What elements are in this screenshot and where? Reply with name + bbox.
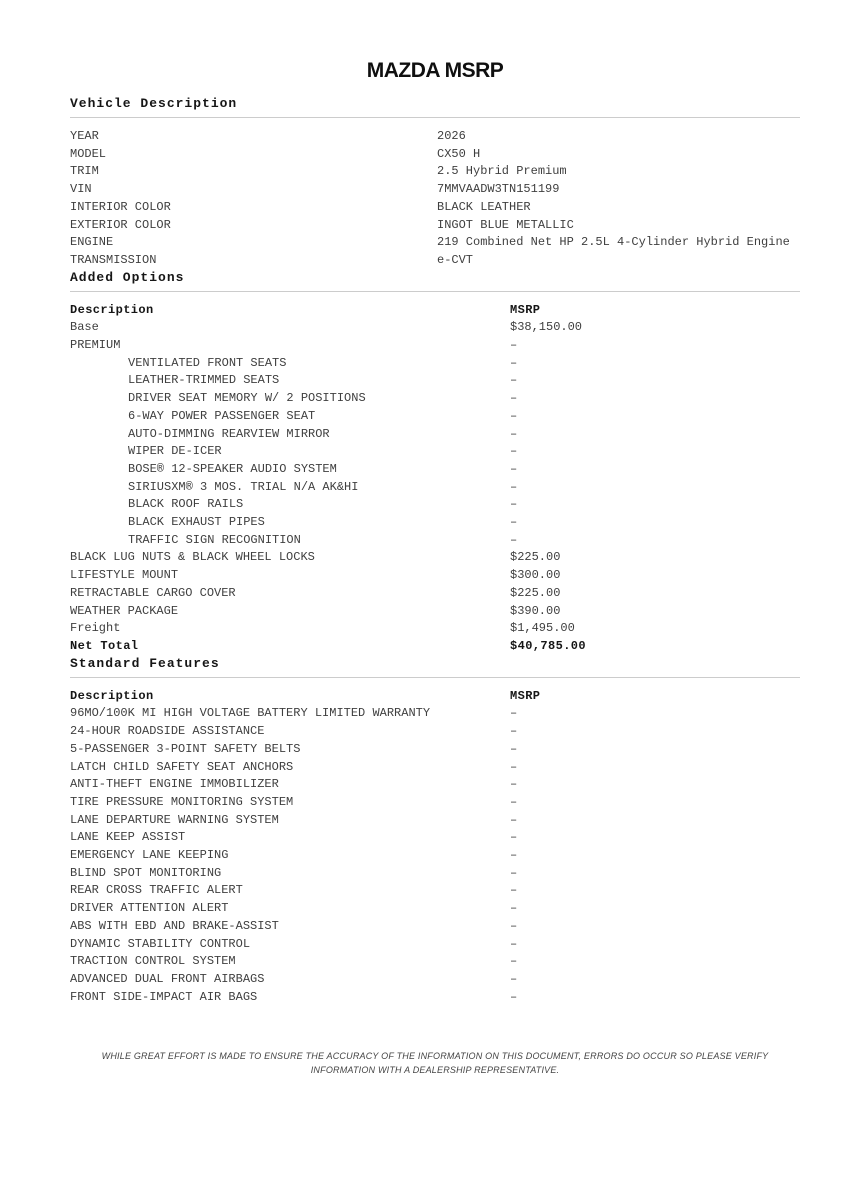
field-value: e-CVT	[437, 252, 474, 267]
option-row	[70, 443, 800, 461]
feature-msrp: –	[510, 989, 518, 1004]
option-msrp: $225.00	[510, 550, 561, 565]
option-msrp: $1,495.00	[510, 621, 575, 636]
option-msrp: –	[510, 479, 518, 494]
option-msrp: –	[510, 373, 518, 388]
option-msrp: –	[510, 532, 518, 547]
column-header-msrp: MSRP	[510, 688, 541, 703]
feature-msrp: –	[510, 901, 518, 916]
field-label: ENGINE	[70, 235, 114, 250]
table-header-row	[70, 688, 800, 706]
option-description: Freight	[70, 621, 121, 636]
option-row	[70, 549, 800, 567]
feature-description: ABS WITH EBD AND BRAKE-ASSIST	[70, 918, 279, 933]
option-row	[70, 426, 800, 444]
feature-msrp: –	[510, 848, 518, 863]
field-value: 2026	[437, 129, 466, 143]
added-options-heading: Added Options	[70, 269, 185, 285]
feature-msrp: –	[510, 865, 518, 880]
option-msrp: –	[510, 461, 518, 476]
option-description: VENTILATED FRONT SEATS	[128, 355, 287, 370]
feature-row	[70, 882, 800, 900]
vehicle-description-table	[70, 128, 800, 270]
feature-msrp: –	[510, 724, 518, 739]
option-description: BLACK ROOF RAILS	[128, 497, 244, 512]
field-label: VIN	[70, 182, 92, 197]
option-description: LIFESTYLE MOUNT	[70, 568, 179, 583]
option-description: PREMIUM	[70, 338, 121, 353]
feature-msrp: –	[510, 971, 518, 986]
field-label: INTERIOR COLOR	[70, 199, 171, 214]
feature-description: 96MO/100K MI HIGH VOLTAGE BATTERY LIMITED WARRANTY	[70, 706, 431, 721]
option-msrp: $40,785.00	[510, 638, 587, 653]
vehicle-field-row	[70, 181, 800, 199]
option-row	[70, 479, 800, 497]
option-msrp: $38,150.00	[510, 320, 583, 335]
added-options-rows	[70, 319, 800, 655]
option-row	[70, 514, 800, 532]
feature-row	[70, 829, 800, 847]
option-row	[70, 319, 800, 337]
option-description: BOSE® 12-SPEAKER AUDIO SYSTEM	[128, 461, 337, 476]
feature-description: REAR CROSS TRAFFIC ALERT	[70, 883, 243, 898]
feature-description: EMERGENCY LANE KEEPING	[70, 848, 229, 863]
option-description: 6-WAY POWER PASSENGER SEAT	[128, 408, 316, 423]
option-msrp: $300.00	[510, 568, 561, 583]
option-description: LEATHER-TRIMMED SEATS	[128, 373, 280, 388]
field-value: CX50 H	[437, 146, 481, 161]
feature-msrp: –	[510, 918, 518, 933]
field-value: INGOT BLUE METALLIC	[437, 217, 574, 232]
field-value: 2.5 Hybrid Premium	[437, 164, 567, 179]
field-label: TRANSMISSION	[70, 252, 157, 267]
option-msrp: –	[510, 515, 518, 530]
feature-row	[70, 759, 800, 777]
feature-description: LANE KEEP ASSIST	[70, 830, 186, 845]
field-value: 219 Combined Net HP 2.5L 4-Cylinder Hybrid Engine	[437, 235, 790, 250]
option-msrp: –	[510, 391, 518, 406]
feature-msrp: –	[510, 883, 518, 898]
option-row	[70, 408, 800, 426]
section-divider	[70, 117, 800, 118]
feature-description: DYNAMIC STABILITY CONTROL	[70, 936, 251, 951]
option-description: Net Total	[70, 638, 139, 653]
field-label: EXTERIOR COLOR	[70, 217, 171, 232]
option-description: RETRACTABLE CARGO COVER	[70, 585, 236, 600]
standard-features-heading: Standard Features	[70, 655, 220, 671]
column-header-description: Description	[70, 302, 154, 317]
feature-msrp: –	[510, 777, 518, 792]
option-row	[70, 355, 800, 373]
option-row	[70, 532, 800, 550]
feature-row	[70, 776, 800, 794]
feature-description: LATCH CHILD SAFETY SEAT ANCHORS	[70, 759, 294, 774]
option-row	[70, 585, 800, 603]
feature-row	[70, 989, 800, 1007]
feature-msrp: –	[510, 706, 518, 721]
feature-row	[70, 741, 800, 759]
standard-features-section	[70, 656, 800, 1007]
option-msrp: –	[510, 355, 518, 370]
feature-msrp: –	[510, 759, 518, 774]
feature-description: ANTI-THEFT ENGINE IMMOBILIZER	[70, 777, 279, 792]
vehicle-field-row	[70, 252, 800, 270]
feature-row	[70, 723, 800, 741]
feature-msrp: –	[510, 954, 518, 969]
option-description: BLACK LUG NUTS & BLACK WHEEL LOCKS	[70, 550, 315, 565]
page-title: MAZDA MSRP	[366, 59, 504, 82]
option-description: WIPER DE-ICER	[128, 444, 222, 459]
feature-msrp: –	[510, 830, 518, 845]
field-value: BLACK LEATHER	[437, 199, 531, 214]
standard-features-rows	[70, 705, 800, 1006]
feature-msrp: –	[510, 741, 518, 756]
feature-description: FRONT SIDE-IMPACT AIR BAGS	[70, 989, 258, 1004]
section-divider	[70, 677, 800, 678]
option-description: AUTO-DIMMING REARVIEW MIRROR	[128, 426, 330, 441]
feature-row	[70, 794, 800, 812]
vehicle-field-row	[70, 217, 800, 235]
vehicle-field-row	[70, 163, 800, 181]
vehicle-field-row	[70, 146, 800, 164]
field-label: TRIM	[70, 164, 99, 179]
feature-msrp: –	[510, 812, 518, 827]
feature-row	[70, 936, 800, 954]
added-options-table	[70, 302, 800, 656]
feature-row	[70, 971, 800, 989]
option-description: SIRIUSXM® 3 MOS. TRIAL N/A AK&HI	[128, 479, 359, 494]
feature-row	[70, 812, 800, 830]
feature-msrp: –	[510, 794, 518, 809]
option-msrp: –	[510, 426, 518, 441]
vehicle-field-row	[70, 234, 800, 252]
vehicle-field-row	[70, 199, 800, 217]
column-header-msrp: MSRP	[510, 302, 541, 317]
feature-description: BLIND SPOT MONITORING	[70, 865, 222, 880]
feature-msrp: –	[510, 936, 518, 951]
option-row	[70, 603, 800, 621]
option-row	[70, 567, 800, 585]
feature-row	[70, 918, 800, 936]
feature-description: LANE DEPARTURE WARNING SYSTEM	[70, 812, 279, 827]
field-label: YEAR	[70, 129, 99, 143]
option-description: TRAFFIC SIGN RECOGNITION	[128, 532, 301, 547]
standard-features-table	[70, 688, 800, 1007]
option-row	[70, 638, 800, 656]
option-description: WEATHER PACKAGE	[70, 603, 179, 618]
disclaimer-footer	[70, 1049, 800, 1077]
option-row	[70, 337, 800, 355]
option-description: BLACK EXHAUST PIPES	[128, 515, 265, 530]
option-msrp: –	[510, 338, 518, 353]
option-row	[70, 461, 800, 479]
option-description: Base	[70, 320, 99, 335]
feature-description: TIRE PRESSURE MONITORING SYSTEM	[70, 794, 294, 809]
disclaimer-text: WHILE GREAT EFFORT IS MADE TO ENSURE THE ACCURACY OF THE INFORMATION ON THIS DOCUMENT, ERRORS DO OCCUR SO PLEASE VERIFY INFORMATION WITH A DEALERSHIP REPRESENTATIVE.	[101, 1051, 769, 1076]
added-options-section	[70, 270, 800, 656]
feature-row	[70, 953, 800, 971]
option-msrp: –	[510, 497, 518, 512]
field-value: 7MMVAADW3TN151199	[437, 182, 560, 197]
feature-description: DRIVER ATTENTION ALERT	[70, 901, 229, 916]
option-row	[70, 372, 800, 390]
feature-description: ADVANCED DUAL FRONT AIRBAGS	[70, 971, 265, 986]
vehicle-description-section	[70, 96, 800, 270]
option-msrp: –	[510, 444, 518, 459]
section-divider	[70, 291, 800, 292]
feature-description: 5-PASSENGER 3-POINT SAFETY BELTS	[70, 741, 301, 756]
feature-description: 24-HOUR ROADSIDE ASSISTANCE	[70, 724, 265, 739]
option-msrp: $390.00	[510, 603, 561, 618]
option-description: DRIVER SEAT MEMORY W/ 2 POSITIONS	[128, 391, 366, 406]
vehicle-field-row	[70, 128, 800, 146]
feature-row	[70, 900, 800, 918]
option-row	[70, 496, 800, 514]
vehicle-description-heading: Vehicle Description	[70, 96, 238, 111]
table-header-row	[70, 302, 800, 320]
option-msrp: $225.00	[510, 585, 561, 600]
field-label: MODEL	[70, 146, 107, 161]
feature-row	[70, 865, 800, 883]
feature-description: TRACTION CONTROL SYSTEM	[70, 954, 236, 969]
option-row	[70, 390, 800, 408]
feature-row	[70, 705, 800, 723]
option-row	[70, 620, 800, 638]
feature-row	[70, 847, 800, 865]
option-msrp: –	[510, 408, 518, 423]
column-header-description: Description	[70, 688, 154, 703]
